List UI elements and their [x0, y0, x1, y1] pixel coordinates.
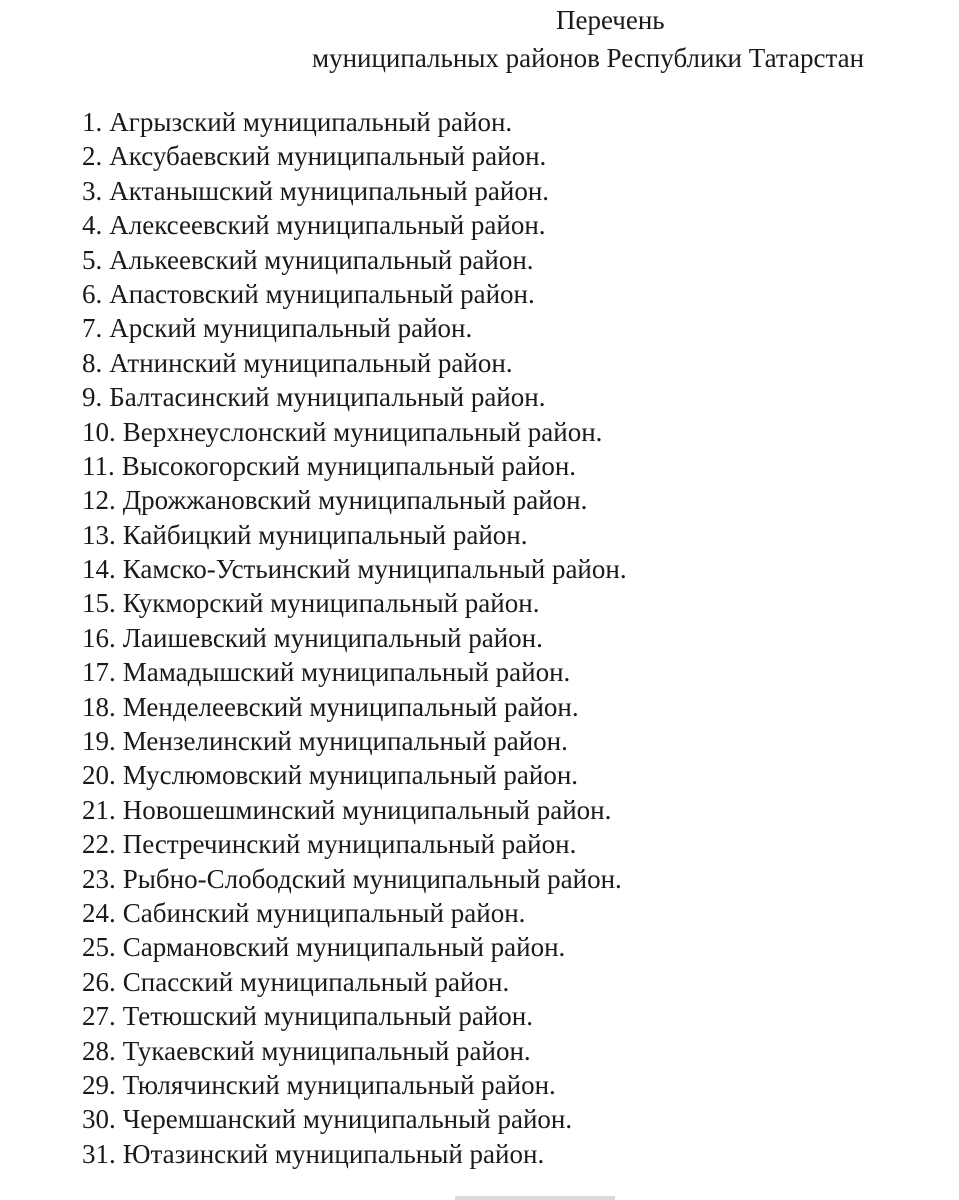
item-number: 17.	[82, 657, 116, 688]
list-item	[82, 208, 627, 242]
item-number: 25.	[82, 932, 116, 963]
list-item	[82, 793, 627, 827]
item-text: Менделеевский муниципальный район.	[122, 691, 579, 722]
list-item	[82, 380, 627, 414]
item-text: Дрожжановский муниципальный район.	[122, 485, 588, 516]
item-text: Аксубаевский муниципальный район.	[109, 141, 547, 172]
item-text: Тетюшский муниципальный район.	[122, 1001, 533, 1032]
list-item	[82, 346, 627, 380]
item-number: 31.	[82, 1138, 116, 1169]
item-number: 19.	[82, 726, 116, 757]
list-item	[82, 586, 627, 620]
item-text: Мамадышский муниципальный район.	[122, 657, 571, 688]
item-text: Актанышский муниципальный район.	[109, 175, 550, 206]
list-item	[82, 655, 627, 689]
list-item	[82, 277, 627, 311]
item-text: Высокогорский муниципальный район.	[121, 450, 577, 481]
list-item	[82, 1034, 627, 1068]
item-text: Апастовский муниципальный район.	[109, 278, 535, 309]
list-item	[82, 1137, 627, 1171]
list-item	[82, 483, 627, 517]
item-text: Муслюмовский муниципальный район.	[122, 760, 579, 791]
item-number: 24.	[82, 897, 116, 928]
item-number: 27.	[82, 1001, 116, 1032]
item-number: 5.	[82, 244, 103, 275]
item-text: Рыбно-Слободский муниципальный район.	[122, 863, 622, 894]
item-text: Атнинский муниципальный район.	[109, 347, 513, 378]
title-line-2: муниципальных районов Республики Татарстан	[312, 43, 865, 73]
page-bottom-smudge	[455, 1196, 615, 1200]
item-text: Агрызский муниципальный район.	[109, 107, 513, 137]
item-number: 29.	[82, 1069, 116, 1100]
item-number: 6.	[82, 278, 103, 309]
list-item	[82, 1068, 627, 1102]
item-text: Пестречинский муниципальный район.	[122, 829, 577, 860]
list-item	[82, 415, 627, 449]
item-text: Камско-Устьинский муниципальный район.	[122, 554, 627, 585]
item-text: Верхнеуслонский муниципальный район.	[122, 416, 603, 447]
item-number: 16.	[82, 622, 116, 653]
title-line-1: Перечень	[556, 5, 665, 35]
list-item	[82, 999, 627, 1033]
item-number: 20.	[82, 760, 116, 791]
list-item	[82, 449, 627, 483]
item-number: 1.	[82, 107, 103, 137]
item-number: 30.	[82, 1104, 116, 1135]
item-text: Тюлячинский муниципальный район.	[122, 1069, 556, 1100]
list-item	[82, 827, 627, 861]
list-item	[82, 621, 627, 655]
list-item	[82, 896, 627, 930]
item-text: Ютазинский муниципальный район.	[122, 1138, 545, 1169]
item-number: 7.	[82, 313, 103, 344]
item-text: Мензелинский муниципальный район.	[122, 726, 568, 757]
item-number: 28.	[82, 1035, 116, 1066]
item-number: 12.	[82, 485, 116, 516]
item-text: Алексеевский муниципальный район.	[109, 210, 546, 241]
item-text: Арский муниципальный район.	[109, 313, 473, 344]
item-text: Черемшанский муниципальный район.	[122, 1104, 573, 1135]
list-item	[82, 1102, 627, 1136]
item-number: 13.	[82, 519, 116, 550]
list-item	[82, 105, 627, 139]
item-number: 10.	[82, 416, 116, 447]
item-number: 4.	[82, 210, 103, 241]
list-item	[82, 311, 627, 345]
list-item	[82, 243, 627, 277]
item-number: 26.	[82, 966, 116, 997]
item-text: Сармановский муниципальный район.	[122, 932, 566, 963]
item-text: Спасский муниципальный район.	[122, 966, 510, 997]
item-number: 18.	[82, 691, 116, 722]
list-item	[82, 758, 627, 792]
item-number: 3.	[82, 175, 103, 206]
list-item	[82, 139, 627, 173]
item-text: Алькеевский муниципальный район.	[109, 244, 534, 275]
item-text: Сабинский муниципальный район.	[122, 897, 526, 928]
list-item	[82, 930, 627, 964]
item-number: 22.	[82, 829, 116, 860]
item-number: 9.	[82, 382, 103, 413]
list-item	[82, 724, 627, 758]
list-item	[82, 965, 627, 999]
list-item	[82, 552, 627, 586]
item-number: 8.	[82, 347, 103, 378]
district-list	[82, 105, 627, 1171]
item-text: Лаишевский муниципальный район.	[122, 622, 543, 653]
item-text: Тукаевский муниципальный район.	[122, 1035, 531, 1066]
list-item	[82, 862, 627, 896]
item-number: 15.	[82, 588, 116, 619]
item-text: Новошешминский муниципальный район.	[122, 794, 612, 825]
list-item	[82, 518, 627, 552]
item-number: 23.	[82, 863, 116, 894]
item-number: 2.	[82, 141, 103, 172]
list-item	[82, 174, 627, 208]
item-number: 21.	[82, 794, 116, 825]
item-text: Кайбицкий муниципальный район.	[122, 519, 528, 550]
item-text: Балтасинский муниципальный район.	[109, 382, 546, 413]
item-number: 14.	[82, 554, 116, 585]
list-item	[82, 690, 627, 724]
item-text: Кукморский муниципальный район.	[122, 588, 540, 619]
item-number: 11.	[82, 450, 115, 481]
